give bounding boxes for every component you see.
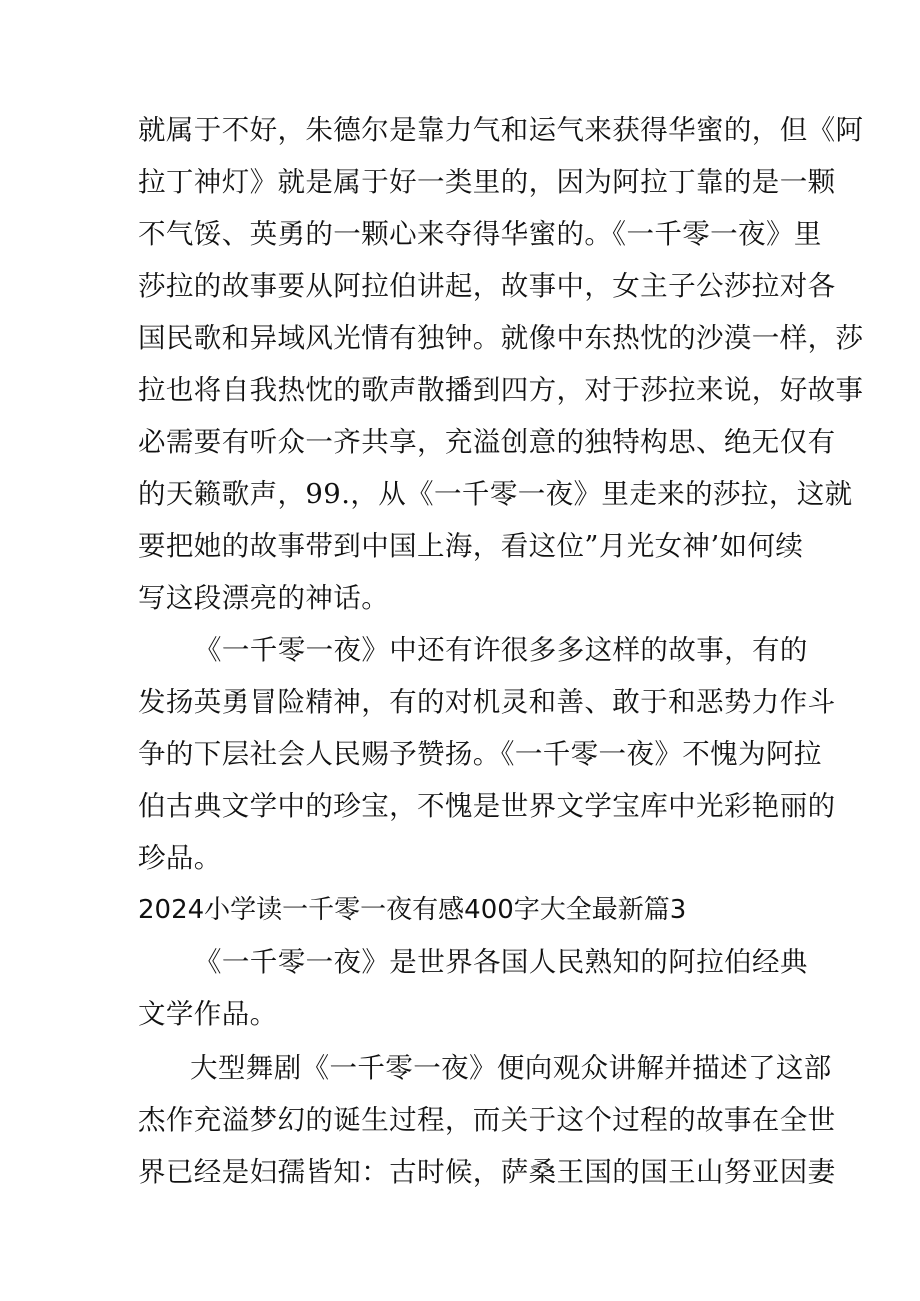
paragraph-line: 杰作充溢梦幻的诞生过程，而关于这个过程的故事在全世	[138, 1104, 836, 1136]
paragraph-line: 大型舞剧《一千零一夜》便向观众讲解并描述了这部	[190, 1052, 832, 1084]
paragraph-line: 《一千零一夜》是世界各国人民熟知的阿拉伯经典	[194, 946, 808, 978]
paragraph-line: 发扬英勇冒险精神，有的对机灵和善、敢于和恶势力作斗	[138, 686, 836, 718]
paragraph-line: 争的下层社会人民赐予赞扬。《一千零一夜》不愧为阿拉	[138, 738, 822, 770]
paragraph-line: 的天籁歌声，99.，从《一千零一夜》里走来的莎拉，这就	[138, 478, 853, 510]
section-heading: 2024小学读一千零一夜有感400字大全最新篇3	[138, 895, 687, 925]
paragraph-line: 伯古典文学中的珍宝，不愧是世界文学宝库中光彩艳丽的	[138, 790, 836, 822]
paragraph-line: 界已经是妇孺皆知：古时候，萨桑王国的国王山努亚因妻	[138, 1156, 836, 1188]
paragraph-line: 写这段漂亮的神话。	[138, 582, 390, 614]
paragraph-line: 拉也将自我热忱的歌声散播到四方，对于莎拉来说，好故事	[138, 374, 864, 406]
paragraph-line: 珍品。	[138, 842, 222, 874]
paragraph-line: 不气馁、英勇的一颗心来夺得华蜜的。《一千零一夜》里	[138, 218, 822, 250]
paragraph-line: 必需要有听众一齐共享，充溢创意的独特构思、绝无仅有	[138, 426, 836, 458]
paragraph-line: 《一千零一夜》中还有许很多多这样的故事，有的	[194, 634, 808, 666]
paragraph-line: 莎拉的故事要从阿拉伯讲起，故事中，女主子公莎拉对各	[138, 270, 836, 302]
paragraph-line: 国民歌和异域风光情有独钟。就像中东热忱的沙漠一样，莎	[138, 322, 864, 354]
paragraph-line: 就属于不好，朱德尔是靠力气和运气来获得华蜜的，但《阿	[138, 114, 864, 146]
paragraph-line: 要把她的故事带到中国上海，看这位”月光女神’如何续	[138, 530, 804, 562]
paragraph-line: 文学作品。	[138, 998, 278, 1030]
paragraph-line: 拉丁神灯》就是属于好一类里的，因为阿拉丁靠的是一颗	[138, 166, 836, 198]
